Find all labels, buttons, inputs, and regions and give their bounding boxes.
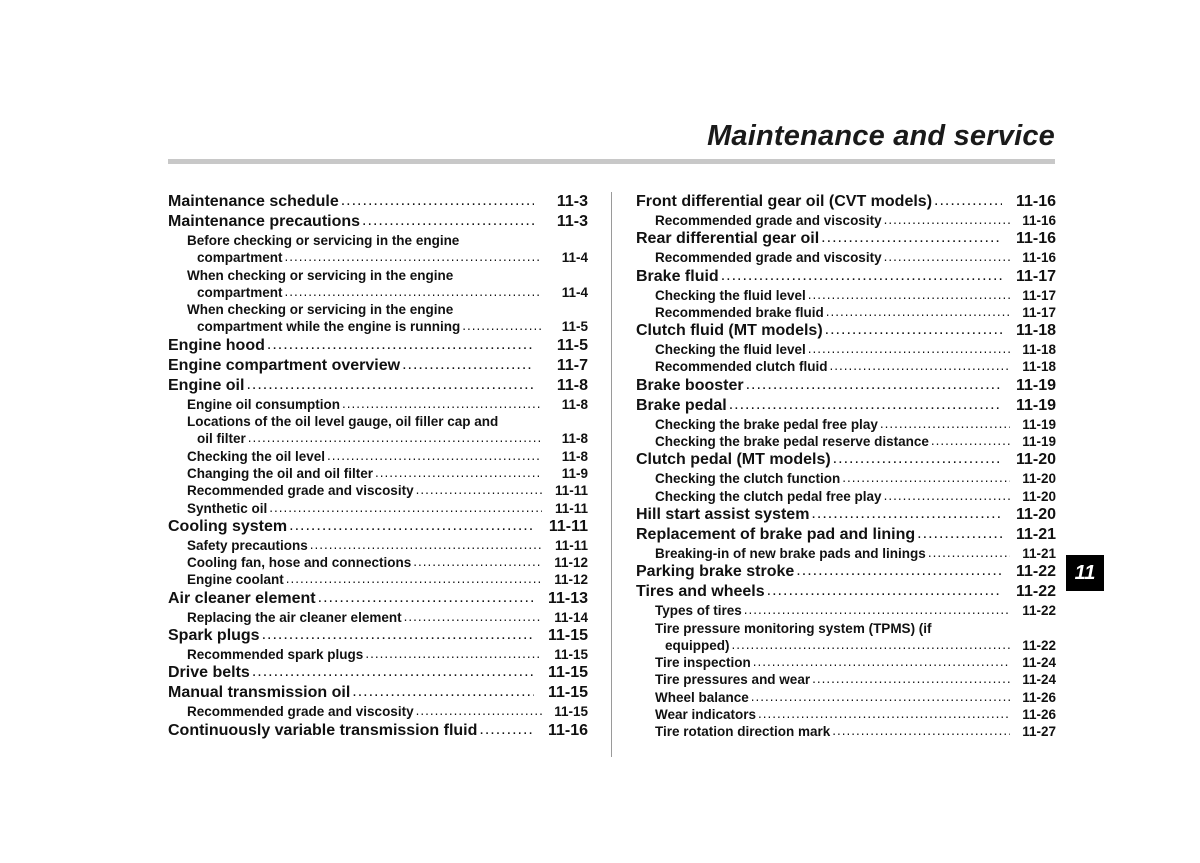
toc-page-number: 11-8 bbox=[556, 376, 588, 394]
toc-entry-title: Types of tires bbox=[655, 603, 742, 619]
dot-leader bbox=[286, 570, 542, 587]
toc-section-entry[interactable] bbox=[168, 517, 588, 537]
toc-page-number: 11-8 bbox=[561, 396, 588, 412]
toc-entry-title: Brake fluid bbox=[636, 267, 719, 285]
dot-leader bbox=[808, 286, 1010, 303]
toc-entry-title: Checking the clutch function bbox=[655, 471, 841, 487]
toc-subsection-entry[interactable] bbox=[636, 304, 1056, 321]
dot-leader bbox=[751, 688, 1010, 705]
toc-page-number: 11-15 bbox=[547, 664, 588, 682]
dot-leader bbox=[884, 248, 1010, 265]
dot-leader bbox=[746, 375, 1002, 395]
toc-subsection-entry[interactable] bbox=[636, 723, 1056, 740]
toc-page-number: 11-3 bbox=[556, 193, 588, 210]
toc-subsection-entry[interactable] bbox=[636, 488, 1056, 505]
toc-subsection-entry[interactable] bbox=[636, 358, 1056, 375]
dot-leader bbox=[310, 536, 542, 553]
toc-entry-title: Synthetic oil bbox=[187, 500, 268, 516]
toc-subsection-entry[interactable] bbox=[636, 545, 1056, 562]
toc-entry-title: Replacement of brake pad and lining bbox=[636, 525, 916, 543]
toc-subsection-entry[interactable] bbox=[636, 249, 1056, 266]
toc-subsection-entry[interactable] bbox=[636, 671, 1056, 688]
dot-leader bbox=[917, 524, 1002, 544]
toc-section-entry[interactable] bbox=[636, 505, 1056, 525]
toc-subsection-entry[interactable] bbox=[636, 416, 1056, 433]
dot-leader bbox=[352, 682, 534, 702]
dot-leader bbox=[811, 504, 1002, 524]
dot-leader bbox=[342, 395, 542, 412]
toc-subsection-entry[interactable] bbox=[168, 609, 588, 626]
toc-subsection-entry[interactable] bbox=[636, 654, 1056, 671]
dot-leader bbox=[375, 464, 542, 481]
toc-page-number: 11-8 bbox=[561, 431, 588, 447]
toc-entry-title: Spark plugs bbox=[168, 627, 260, 645]
toc-entry-title: Recommended grade and viscosity bbox=[187, 704, 414, 720]
toc-page-number: 11-20 bbox=[1015, 451, 1056, 469]
toc-subsection-entry[interactable] bbox=[168, 301, 588, 336]
toc-page-number: 11-20 bbox=[1022, 471, 1056, 487]
header-rule bbox=[168, 159, 1055, 164]
toc-section-entry[interactable] bbox=[168, 336, 588, 356]
dot-leader bbox=[416, 481, 542, 498]
toc-entry-title-cont: equipped) bbox=[665, 637, 730, 653]
dot-leader bbox=[842, 469, 1010, 486]
toc-section-entry[interactable] bbox=[636, 525, 1056, 545]
toc-section-entry[interactable] bbox=[168, 626, 588, 646]
toc-entry-title: Manual transmission oil bbox=[168, 684, 351, 702]
toc-page-number: 11-15 bbox=[554, 647, 588, 663]
toc-entry-title: Recommended grade and viscosity bbox=[655, 250, 882, 266]
toc-subsection-entry[interactable] bbox=[636, 341, 1056, 358]
toc-entry-title: Safety precautions bbox=[187, 537, 308, 553]
toc-page-number: 11-15 bbox=[547, 627, 588, 645]
toc-entry-title-cont: compartment bbox=[197, 284, 283, 300]
toc-subsection-entry[interactable] bbox=[636, 470, 1056, 487]
toc-entry-title: Cooling system bbox=[168, 517, 288, 535]
dot-leader bbox=[732, 636, 1011, 653]
toc-page-number: 11-3 bbox=[556, 213, 588, 230]
dot-leader bbox=[884, 487, 1010, 504]
toc-page-number: 11-9 bbox=[561, 465, 588, 481]
dot-leader bbox=[269, 499, 542, 516]
toc-entry-title: Maintenance precautions bbox=[168, 213, 361, 230]
dot-leader bbox=[826, 303, 1010, 320]
chapter-tab[interactable] bbox=[1066, 555, 1104, 591]
toc-page-number: 11-5 bbox=[561, 319, 588, 335]
dot-leader bbox=[365, 645, 542, 662]
toc-subsection-entry[interactable] bbox=[168, 571, 588, 588]
toc-section-entry[interactable] bbox=[168, 663, 588, 683]
toc-page-number: 11-17 bbox=[1022, 304, 1056, 320]
toc-page-number: 11-15 bbox=[554, 704, 588, 720]
toc-entry-title: Hill start assist system bbox=[636, 505, 810, 523]
toc-page-number: 11-11 bbox=[548, 517, 588, 535]
toc-subsection-entry[interactable] bbox=[168, 482, 588, 499]
toc-entry-title: Recommended clutch fluid bbox=[655, 359, 828, 375]
toc-section-entry[interactable] bbox=[168, 683, 588, 703]
toc-page-number: 11-19 bbox=[1022, 434, 1056, 450]
dot-leader bbox=[880, 415, 1010, 432]
toc-right-column bbox=[636, 192, 1056, 741]
dot-leader bbox=[812, 670, 1010, 687]
dot-leader bbox=[931, 432, 1010, 449]
toc-entry-title: Checking the brake pedal reserve distance bbox=[655, 434, 929, 450]
toc-subsection-entry[interactable] bbox=[168, 396, 588, 413]
toc-page-number: 11-8 bbox=[561, 448, 588, 464]
toc-page-number: 11-5 bbox=[556, 336, 588, 354]
toc-entry-title: Checking the fluid level bbox=[655, 287, 806, 303]
toc-subsection-entry[interactable] bbox=[168, 465, 588, 482]
toc-page-number: 11-26 bbox=[1022, 689, 1056, 705]
toc-page-number: 11-14 bbox=[554, 609, 588, 625]
toc-page-number: 11-16 bbox=[1022, 250, 1056, 266]
dot-leader bbox=[767, 581, 1002, 601]
toc-section-entry[interactable] bbox=[636, 396, 1056, 416]
dot-leader bbox=[267, 335, 534, 355]
toc-subsection-entry[interactable] bbox=[168, 232, 588, 267]
toc-page-number: 11-12 bbox=[554, 555, 588, 571]
dot-leader bbox=[832, 722, 1010, 739]
toc-page-number: 11-21 bbox=[1015, 525, 1056, 543]
toc-entry-title: Clutch fluid (MT models) bbox=[636, 322, 823, 340]
toc-entry-title: Tires and wheels bbox=[636, 583, 765, 601]
toc-subsection-entry[interactable] bbox=[636, 620, 1056, 655]
toc-page-number: 11-7 bbox=[556, 356, 588, 374]
dot-leader bbox=[721, 266, 1002, 286]
dot-leader bbox=[934, 191, 1002, 211]
toc-entry-title: Changing the oil and oil filter bbox=[187, 465, 373, 481]
toc-entry-title: Recommended spark plugs bbox=[187, 647, 364, 663]
dot-leader bbox=[402, 355, 534, 375]
toc-subsection-entry[interactable] bbox=[168, 554, 588, 571]
toc-entry-title: Recommended grade and viscosity bbox=[655, 213, 882, 228]
toc-page-number: 11-26 bbox=[1022, 707, 1056, 723]
toc-page-number: 11-16 bbox=[1015, 230, 1056, 248]
toc-page-number: 11-11 bbox=[554, 500, 588, 516]
toc-left-column bbox=[168, 192, 588, 741]
toc-section-entry[interactable] bbox=[636, 450, 1056, 470]
toc-entry-title: Front differential gear oil (CVT models) bbox=[636, 193, 933, 210]
toc-page-number: 11-15 bbox=[547, 684, 588, 702]
dot-leader bbox=[246, 375, 534, 395]
dot-leader bbox=[252, 662, 534, 682]
toc-entry-title: Brake booster bbox=[636, 376, 744, 394]
toc-subsection-entry[interactable] bbox=[636, 706, 1056, 723]
toc-page-number: 11-22 bbox=[1022, 603, 1056, 619]
dot-leader bbox=[753, 653, 1010, 670]
toc-section-entry[interactable] bbox=[168, 212, 588, 232]
dot-leader bbox=[248, 429, 542, 446]
toc-page-number: 11-13 bbox=[547, 589, 588, 607]
toc-page-number: 11-19 bbox=[1015, 376, 1056, 394]
toc-page-number: 11-22 bbox=[1015, 563, 1056, 581]
dot-leader bbox=[404, 608, 542, 625]
toc-entry-title: Engine coolant bbox=[187, 572, 284, 588]
toc-entry-title: Engine hood bbox=[168, 336, 265, 354]
toc-subsection-entry[interactable] bbox=[636, 287, 1056, 304]
toc-subsection-entry[interactable] bbox=[168, 413, 588, 448]
toc-page-number: 11-19 bbox=[1015, 396, 1056, 414]
toc-section-entry[interactable] bbox=[636, 376, 1056, 396]
toc-section-entry[interactable] bbox=[636, 321, 1056, 341]
toc-section-entry[interactable] bbox=[636, 582, 1056, 602]
toc-entry-title: Engine oil consumption bbox=[187, 396, 340, 412]
dot-leader bbox=[833, 449, 1002, 469]
dot-leader bbox=[830, 357, 1010, 374]
dot-leader bbox=[262, 625, 534, 645]
toc-entry-title: Tire rotation direction mark bbox=[655, 724, 831, 740]
toc-page-number: 11-17 bbox=[1022, 287, 1056, 303]
toc-section-entry[interactable] bbox=[168, 589, 588, 609]
toc-entry-title: Air cleaner element bbox=[168, 589, 316, 607]
dot-leader bbox=[285, 248, 542, 265]
toc-entry-title: Parking brake stroke bbox=[636, 563, 795, 581]
toc-page-number: 11-17 bbox=[1015, 267, 1056, 285]
toc-page-number: 11-20 bbox=[1015, 505, 1056, 523]
column-divider bbox=[611, 192, 612, 757]
toc-entry-title: Tire pressures and wear bbox=[655, 672, 811, 688]
dot-leader bbox=[462, 317, 542, 334]
chapter-number: 11 bbox=[1074, 561, 1096, 584]
toc-entry-title: Maintenance schedule bbox=[168, 193, 339, 210]
toc-entry-title: Cooling fan, hose and connections bbox=[187, 555, 412, 571]
toc-section-entry[interactable] bbox=[636, 562, 1056, 582]
toc-page-number: 11-18 bbox=[1022, 359, 1056, 375]
toc-page-number: 11-4 bbox=[561, 250, 588, 266]
dot-leader bbox=[289, 516, 534, 536]
toc-entry-title: Tire inspection bbox=[655, 655, 751, 671]
dot-leader bbox=[758, 705, 1010, 722]
dot-leader bbox=[341, 191, 534, 211]
toc-entry-title: Wheel balance bbox=[655, 689, 749, 705]
toc-entry-title: Breaking-in of new brake pads and linings bbox=[655, 545, 926, 561]
toc-section-entry[interactable] bbox=[168, 721, 588, 741]
toc-subsection-entry[interactable] bbox=[168, 448, 588, 465]
toc-page-number: 11-24 bbox=[1022, 672, 1056, 688]
toc-section-entry[interactable] bbox=[168, 356, 588, 376]
dot-leader bbox=[808, 340, 1010, 357]
dot-leader bbox=[744, 601, 1010, 618]
toc-page-number: 11-4 bbox=[561, 284, 588, 300]
toc-page-number: 11-27 bbox=[1022, 724, 1056, 740]
toc-entry-title: Brake pedal bbox=[636, 396, 727, 414]
toc-entry-title: Recommended brake fluid bbox=[655, 304, 824, 320]
toc-entry-title: Before checking or servicing in the engine bbox=[187, 233, 460, 248]
dot-leader bbox=[416, 702, 542, 719]
toc-page-number: 11-16 bbox=[1022, 213, 1056, 228]
toc-page-number: 11-24 bbox=[1022, 655, 1056, 671]
toc-page-number: 11-16 bbox=[1015, 193, 1056, 210]
dot-leader bbox=[821, 228, 1002, 248]
toc-entry-title-cont: compartment bbox=[197, 250, 283, 266]
toc-subsection-entry[interactable] bbox=[636, 602, 1056, 619]
toc-section-entry[interactable] bbox=[636, 229, 1056, 249]
toc-entry-title: Locations of the oil level gauge, oil filler cap and bbox=[187, 414, 499, 430]
toc-page-number: 11-22 bbox=[1015, 583, 1056, 601]
toc-section-entry[interactable] bbox=[636, 267, 1056, 287]
dot-leader bbox=[362, 211, 534, 231]
dot-leader bbox=[729, 395, 1002, 415]
toc-subsection-entry[interactable] bbox=[636, 689, 1056, 706]
dot-leader bbox=[884, 211, 1010, 228]
toc-entry-title: Wear indicators bbox=[655, 707, 757, 723]
toc-entry-title: Checking the brake pedal free play bbox=[655, 416, 878, 432]
toc-entry-title: Replacing the air cleaner element bbox=[187, 609, 402, 625]
toc-entry-title: Continuously variable transmission fluid bbox=[168, 721, 478, 739]
toc-page-number: 11-19 bbox=[1022, 416, 1056, 432]
toc-entry-title: Checking the fluid level bbox=[655, 342, 806, 358]
toc-entry-title-cont: compartment while the engine is running bbox=[197, 319, 461, 335]
toc-page-number: 11-12 bbox=[554, 572, 588, 588]
dot-leader bbox=[285, 283, 542, 300]
toc-entry-title: Drive belts bbox=[168, 664, 250, 682]
toc-entry-title: Rear differential gear oil bbox=[636, 230, 820, 248]
dot-leader bbox=[825, 320, 1002, 340]
toc-subsection-entry[interactable] bbox=[168, 537, 588, 554]
toc-section-entry[interactable] bbox=[168, 192, 588, 212]
toc-section-entry[interactable] bbox=[168, 376, 588, 396]
toc-page-number: 11-11 bbox=[554, 537, 588, 553]
toc-page-number: 11-20 bbox=[1022, 488, 1056, 504]
dot-leader bbox=[327, 447, 542, 464]
toc-page-number: 11-22 bbox=[1022, 637, 1056, 653]
toc-entry-title: Tire pressure monitoring system (TPMS) (if bbox=[655, 620, 932, 636]
toc-subsection-entry[interactable] bbox=[636, 212, 1056, 229]
dot-leader bbox=[479, 720, 534, 740]
toc-entry-title: Engine oil bbox=[168, 376, 245, 394]
dot-leader bbox=[318, 588, 534, 608]
toc-entry-title: Checking the oil level bbox=[187, 448, 326, 464]
toc-entry-title: Recommended grade and viscosity bbox=[187, 483, 414, 499]
toc-section-entry[interactable] bbox=[636, 192, 1056, 212]
toc-subsection-entry[interactable] bbox=[168, 703, 588, 720]
toc-entry-title: When checking or servicing in the engine bbox=[187, 267, 454, 283]
toc-subsection-entry[interactable] bbox=[168, 646, 588, 663]
page-title: Maintenance and service bbox=[707, 120, 1055, 152]
toc-entry-title: Engine compartment overview bbox=[168, 356, 401, 374]
dot-leader bbox=[413, 553, 542, 570]
toc-page-number: 11-18 bbox=[1015, 322, 1056, 340]
toc-page-number: 11-21 bbox=[1022, 545, 1056, 561]
toc-entry-title: When checking or servicing in the engine bbox=[187, 302, 454, 318]
toc-entry-title: Clutch pedal (MT models) bbox=[636, 451, 831, 469]
dot-leader bbox=[928, 544, 1010, 561]
toc-entry-title-cont: oil filter bbox=[197, 431, 246, 447]
toc-subsection-entry[interactable] bbox=[168, 267, 588, 302]
toc-entry-title: Checking the clutch pedal free play bbox=[655, 488, 882, 504]
toc-subsection-entry[interactable] bbox=[636, 433, 1056, 450]
toc-page-number: 11-16 bbox=[547, 721, 588, 739]
toc-page-number: 11-18 bbox=[1022, 342, 1056, 358]
toc-page-number: 11-11 bbox=[554, 483, 588, 499]
dot-leader bbox=[796, 561, 1002, 581]
toc-subsection-entry[interactable] bbox=[168, 500, 588, 517]
